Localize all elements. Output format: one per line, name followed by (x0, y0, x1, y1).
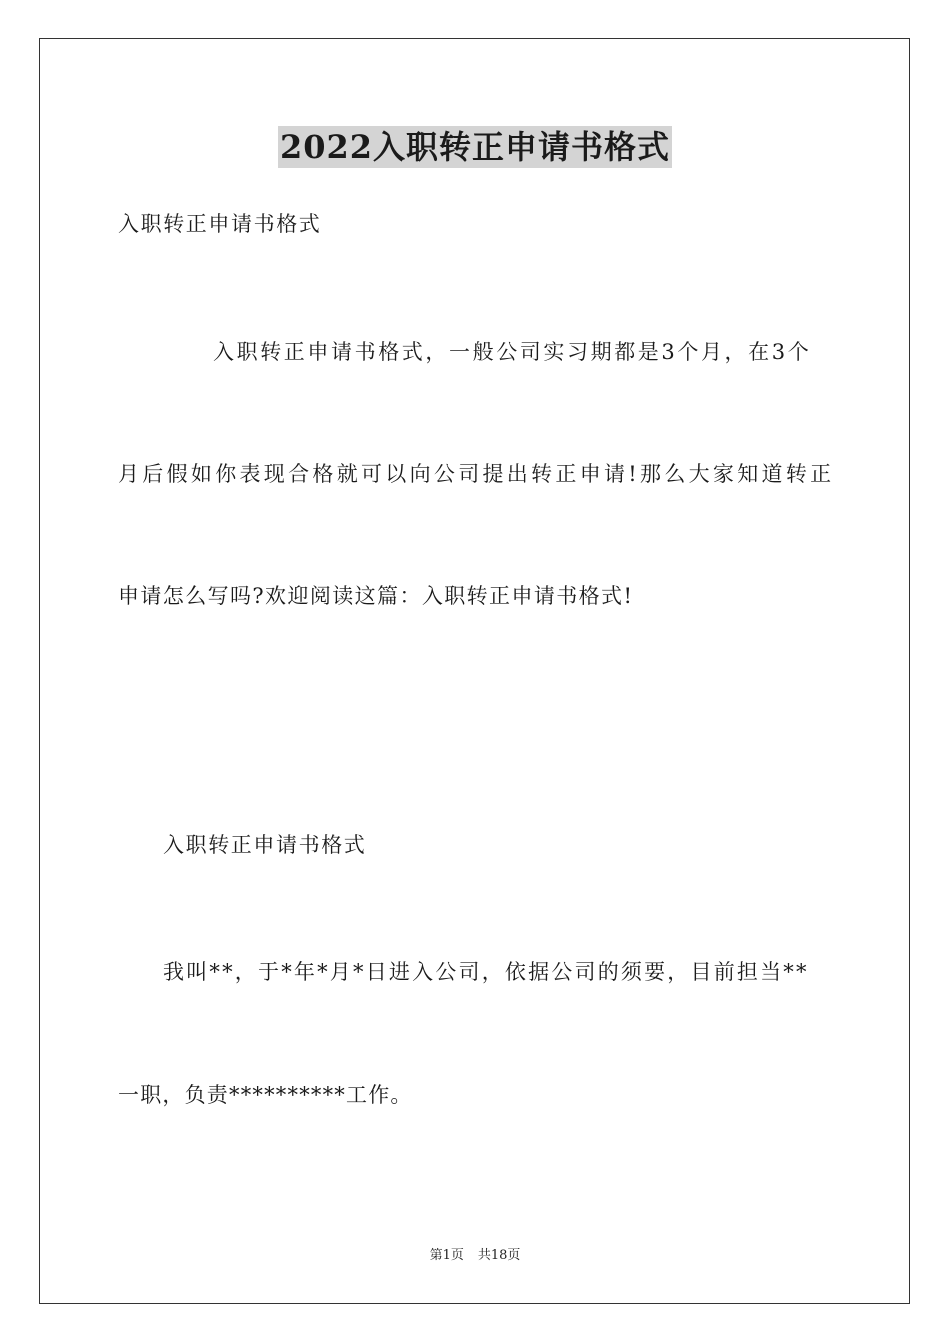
title-container (0, 126, 950, 168)
page-footer (0, 1247, 950, 1265)
paragraph-2-line-2: 一职，负责**********工作。 (118, 1083, 413, 1107)
section-heading: 入职转正申请书格式 (163, 833, 367, 857)
document-title: 2022入职转正申请书格式 (279, 128, 671, 166)
paragraph-1-line-1: 入职转正申请书格式，一般公司实习期都是3个月，在3个 (213, 340, 812, 364)
document-subtitle: 入职转正申请书格式 (118, 212, 322, 236)
page-total: 共18页 (477, 1248, 521, 1263)
paragraph-2-line-1: 我叫**，于*年*月*日进入公司，依据公司的须要，目前担当** (163, 960, 809, 984)
page-number: 第1页 (429, 1248, 464, 1263)
paragraph-1-line-2: 月后假如你表现合格就可以向公司提出转正申请!那么大家知道转正 (118, 462, 835, 486)
paragraph-1-line-3: 申请怎么写吗?欢迎阅读这篇：入职转正申请书格式! (118, 584, 634, 608)
